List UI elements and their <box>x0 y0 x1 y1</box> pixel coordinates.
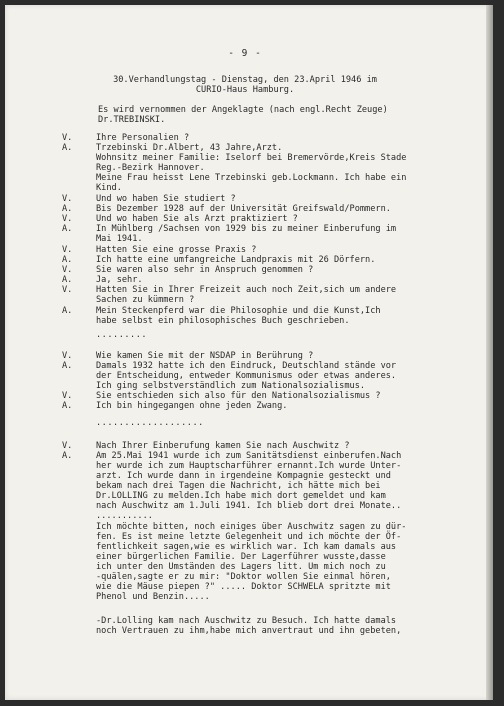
transcript-line: noch Vertrauen zu ihm,habe mich anvertraut und ihn gebeten, <box>96 626 402 636</box>
transcript-line: Sachen zu kümmern ? <box>96 295 195 305</box>
speaker-tag: A. <box>62 401 73 411</box>
transcript-line: Trzebinski Dr.Albert, 43 Jahre,Arzt. <box>96 143 283 153</box>
session-heading: 30.Verhandlungstag - Dienstag, den 23.April 1946 im <box>113 75 377 85</box>
transcript-line: Damals 1932 hatte ich den Eindruck, Deutschland stände vor <box>96 361 397 371</box>
speaker-tag: V. <box>62 391 73 401</box>
transcript-line: Kind. <box>96 183 122 193</box>
transcript-line: nach Auschwitz am 1.Juli 1941. Ich blieb dort drei Monate.. <box>96 501 402 511</box>
transcript-line: -Dr.Lolling kam nach Auschwitz zu Besuch. Ich hatte damals <box>96 616 397 626</box>
transcript-line: Phenol und Benzin..... <box>96 592 210 602</box>
transcript-line: Ich hatte eine umfangreiche Landpraxis mit 26 Dörfern. <box>96 255 376 265</box>
transcript-line: In Mühlberg /Sachsen von 1929 bis zu meiner Einberufung im <box>96 224 397 234</box>
transcript-line: Wohnsitz meiner Familie: Iselorf bei Bremervörde,Kreis Stade <box>96 153 407 163</box>
transcript-line: einer bürgerlichen Familie. Der Lagerführer wusste,dasse <box>96 552 386 562</box>
transcript-line: bekam nach drei Tagen die Nachricht, ich hätte mich bei <box>96 481 381 491</box>
transcript-line: ich unter den Umständen des Lagers litt. Um mich noch zu <box>96 562 386 572</box>
speaker-tag: V. <box>62 441 73 451</box>
transcript-line: Bis Dezember 1928 auf der Universität Greifswald/Pommern. <box>96 204 391 214</box>
transcript-line: Reg.-Bezirk Hannover. <box>96 163 205 173</box>
transcript-line: Sie waren also sehr in Anspruch genommen ? <box>96 265 314 275</box>
transcript-line: Ihre Personalien ? <box>96 133 190 143</box>
transcript-line: Hatten Sie eine grosse Praxis ? <box>96 245 257 255</box>
transcript-line: Ja, sehr. <box>96 275 143 285</box>
transcript-line: Am 25.Mai 1941 wurde ich zum Sanitätsdienst einberufen.Nach <box>96 451 402 461</box>
transcript-line: der Entscheidung, entweder Kommunismus oder etwas anderes. <box>96 371 397 381</box>
witness-name: Dr.TREBINSKI. <box>98 115 166 125</box>
transcript-line: Sie entschieden sich also für den Nationalsozialismus ? <box>96 391 381 401</box>
speaker-tag: A. <box>62 451 73 461</box>
transcript-line: Ich ging selbstverständlich zum Nationalsozialismus. <box>96 381 366 391</box>
transcript-line: Hatten Sie in Ihrer Freizeit auch noch Zeit,sich um andere <box>96 285 397 295</box>
transcript-line: her wurde ich zum Hauptscharführer ernannt.Ich wurde Unter- <box>96 461 402 471</box>
transcript-line: Mai 1941. <box>96 234 143 244</box>
speaker-tag: A. <box>62 361 73 371</box>
speaker-tag: A. <box>62 224 73 234</box>
transcript-line: ........... <box>96 511 153 521</box>
page-edge <box>486 5 493 700</box>
transcript-line: Ich möchte bitten, noch einiges über Auschwitz sagen zu dür- <box>96 522 407 532</box>
speaker-tag: V. <box>62 214 73 224</box>
transcript-line: Meine Frau heisst Lene Trzebinski geb.Lockmann. Ich habe ein <box>96 173 407 183</box>
transcript-line: -quälen,sagte er zu mir: "Doktor wollen Sie einmal hören, <box>96 572 391 582</box>
session-location: CURIO-Haus Hamburg. <box>195 85 295 95</box>
document-page <box>5 5 493 700</box>
section-separator: ................... <box>96 418 204 428</box>
transcript-line: Mein Steckenpferd war die Philosophie und die Kunst,Ich <box>96 306 381 316</box>
transcript-line: habe selbst ein philosophisches Buch geschrieben. <box>96 316 350 326</box>
transcript-line: Und wo haben Sie als Arzt praktiziert ? <box>96 214 298 224</box>
witness-intro: Es wird vernommen der Angeklagte (nach engl.Recht Zeuge) <box>98 105 388 115</box>
transcript-line: arzt. Ich wurde dann in irgendeine Kompagnie gesteckt und <box>96 471 391 481</box>
section-separator: ......... <box>96 330 148 340</box>
speaker-tag: V. <box>62 351 73 361</box>
speaker-tag: V. <box>62 245 73 255</box>
speaker-tag: V. <box>62 194 73 204</box>
transcript-line: Wie kamen Sie mit der NSDAP in Berührung ? <box>96 351 314 361</box>
transcript-line: Nach Ihrer Einberufung kamen Sie nach Auschwitz ? <box>96 441 350 451</box>
speaker-tag: A. <box>62 143 73 153</box>
speaker-tag: A. <box>62 275 73 285</box>
speaker-tag: A. <box>62 255 73 265</box>
speaker-tag: V. <box>62 265 73 275</box>
transcript-line: wie die Mäuse piepen ?" ..... Doktor SCHWELA spritzte mit <box>96 582 391 592</box>
speaker-tag: A. <box>62 306 73 316</box>
transcript-line: fentlichkeit sagen,wie es wirklich war. Ich kam damals aus <box>96 542 397 552</box>
speaker-tag: V. <box>62 133 73 143</box>
transcript-line: Dr.LOLLING zu melden.Ich habe mich dort gemeldet und kam <box>96 491 386 501</box>
speaker-tag: V. <box>62 285 73 295</box>
speaker-tag: A. <box>62 204 73 214</box>
transcript-line: fen. Es ist meine letzte Gelegenheit und ich möchte der Öf- <box>96 532 402 542</box>
transcript-line: Ich bin hingegangen ohne jeden Zwang. <box>96 401 288 411</box>
transcript-line: Und wo haben Sie studiert ? <box>96 194 236 204</box>
page-number: - 9 - <box>228 48 262 59</box>
